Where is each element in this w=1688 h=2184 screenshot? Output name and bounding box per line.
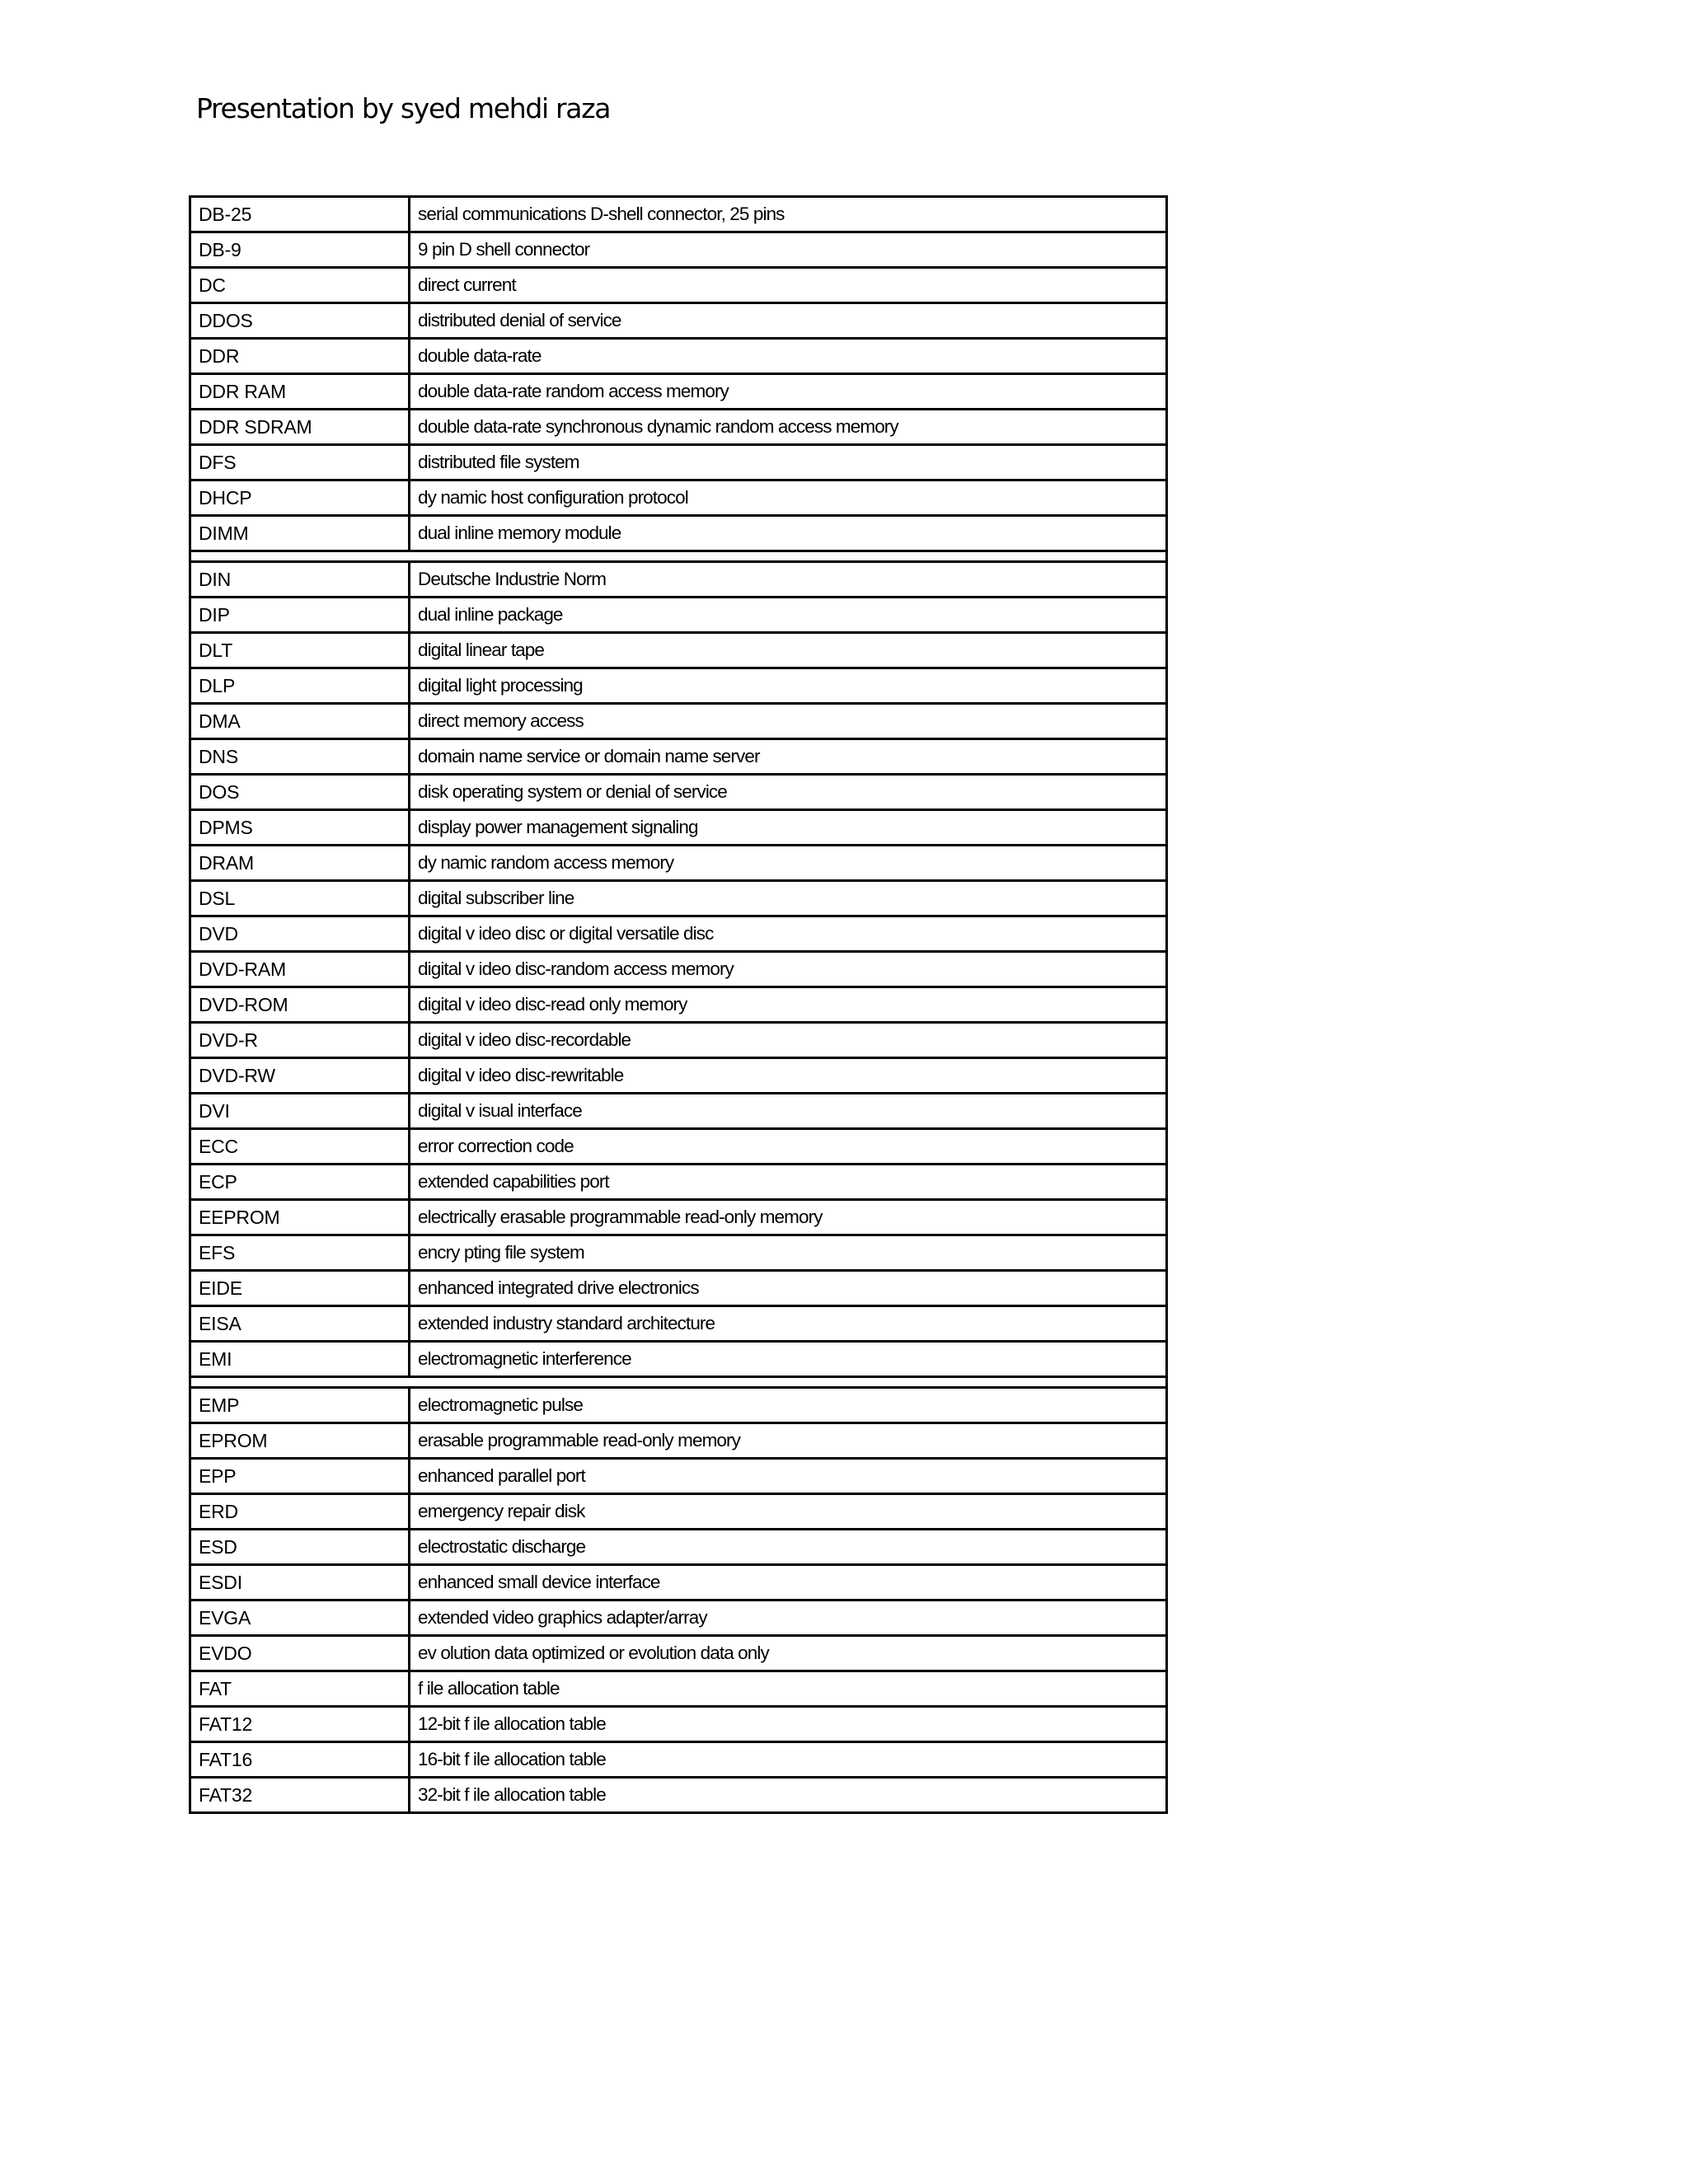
abbreviation-cell: EEPROM xyxy=(190,1200,410,1235)
definition-cell: erasable programmable read-only memory xyxy=(410,1423,1167,1459)
page-title: Presentation by syed mehdi raza xyxy=(196,92,611,124)
abbreviation-cell: DC xyxy=(190,268,410,303)
abbreviation-cell: EPP xyxy=(190,1459,410,1494)
table-row xyxy=(190,775,1167,810)
table-row xyxy=(190,1271,1167,1306)
table-row xyxy=(190,1494,1167,1530)
table-row xyxy=(190,916,1167,952)
abbreviation-cell: EMP xyxy=(190,1388,410,1423)
table-row xyxy=(190,268,1167,303)
abbreviation-cell: DLP xyxy=(190,668,410,704)
abbreviation-cell: EISA xyxy=(190,1306,410,1342)
abbreviation-cell: FAT xyxy=(190,1671,410,1707)
definition-cell: enhanced parallel port xyxy=(410,1459,1167,1494)
definition-cell: double data-rate xyxy=(410,339,1167,374)
abbreviation-cell: EPROM xyxy=(190,1423,410,1459)
table-row xyxy=(190,303,1167,339)
definition-cell: f ile allocation table xyxy=(410,1671,1167,1707)
abbreviation-cell: DNS xyxy=(190,739,410,775)
table-row xyxy=(190,562,1167,598)
table-row xyxy=(190,1565,1167,1601)
table-row xyxy=(190,668,1167,704)
table-row xyxy=(190,1423,1167,1459)
table-row xyxy=(190,846,1167,881)
group-separator-row xyxy=(190,1377,1167,1388)
abbreviation-cell: DIMM xyxy=(190,516,410,551)
table-row xyxy=(190,339,1167,374)
definition-cell: digital light processing xyxy=(410,668,1167,704)
definition-cell: disk operating system or denial of service xyxy=(410,775,1167,810)
abbreviation-cell: ERD xyxy=(190,1494,410,1530)
definition-cell: 9 pin D shell connector xyxy=(410,232,1167,268)
definition-cell: enhanced small device interface xyxy=(410,1565,1167,1601)
table-row xyxy=(190,1306,1167,1342)
abbreviation-cell: DDR xyxy=(190,339,410,374)
definition-cell: digital v ideo disc-random access memory xyxy=(410,952,1167,987)
abbreviation-cell: EVGA xyxy=(190,1601,410,1636)
abbreviation-cell: DPMS xyxy=(190,810,410,846)
definition-cell: digital linear tape xyxy=(410,633,1167,668)
table-row xyxy=(190,374,1167,410)
abbreviation-cell: FAT32 xyxy=(190,1778,410,1813)
abbreviation-cell: DVD-RW xyxy=(190,1058,410,1094)
table-row xyxy=(190,1129,1167,1165)
abbreviation-cell: ECC xyxy=(190,1129,410,1165)
definition-cell: dual inline memory module xyxy=(410,516,1167,551)
table-row xyxy=(190,232,1167,268)
definition-cell: extended video graphics adapter/array xyxy=(410,1601,1167,1636)
table-row xyxy=(190,410,1167,445)
table-row xyxy=(190,1778,1167,1813)
abbreviation-table xyxy=(189,195,1168,1814)
definition-cell: double data-rate synchronous dynamic random access memory xyxy=(410,410,1167,445)
definition-cell: encry pting file system xyxy=(410,1235,1167,1271)
abbreviation-cell: ECP xyxy=(190,1165,410,1200)
definition-cell: serial communications D-shell connector, 25 pins xyxy=(410,197,1167,232)
separator-cell xyxy=(190,1377,1167,1388)
table-row xyxy=(190,881,1167,916)
abbreviation-cell: FAT16 xyxy=(190,1742,410,1778)
definition-cell: domain name service or domain name server xyxy=(410,739,1167,775)
table-row xyxy=(190,1388,1167,1423)
definition-cell: display power management signaling xyxy=(410,810,1167,846)
table-row xyxy=(190,197,1167,232)
definition-cell: enhanced integrated drive electronics xyxy=(410,1271,1167,1306)
definition-cell: distributed file system xyxy=(410,445,1167,480)
table-row xyxy=(190,810,1167,846)
separator-cell xyxy=(190,551,1167,562)
table-row xyxy=(190,952,1167,987)
abbreviation-cell: DVI xyxy=(190,1094,410,1129)
table-row xyxy=(190,633,1167,668)
table-row xyxy=(190,1058,1167,1094)
definition-cell: digital subscriber line xyxy=(410,881,1167,916)
definition-cell: electrostatic discharge xyxy=(410,1530,1167,1565)
table-row xyxy=(190,739,1167,775)
group-separator-row xyxy=(190,551,1167,562)
definition-cell: double data-rate random access memory xyxy=(410,374,1167,410)
abbreviation-cell: DVD-R xyxy=(190,1023,410,1058)
definition-cell: electromagnetic pulse xyxy=(410,1388,1167,1423)
abbreviation-cell: DDR RAM xyxy=(190,374,410,410)
abbreviation-cell: FAT12 xyxy=(190,1707,410,1742)
table-row xyxy=(190,1742,1167,1778)
table-row xyxy=(190,1601,1167,1636)
abbreviation-cell: DOS xyxy=(190,775,410,810)
table-row xyxy=(190,1094,1167,1129)
definition-cell: 16-bit f ile allocation table xyxy=(410,1742,1167,1778)
abbreviation-cell: DFS xyxy=(190,445,410,480)
table-row xyxy=(190,1636,1167,1671)
table-row xyxy=(190,1530,1167,1565)
table-row xyxy=(190,1342,1167,1377)
definition-cell: 32-bit f ile allocation table xyxy=(410,1778,1167,1813)
definition-cell: dy namic random access memory xyxy=(410,846,1167,881)
definition-cell: 12-bit f ile allocation table xyxy=(410,1707,1167,1742)
definition-cell: emergency repair disk xyxy=(410,1494,1167,1530)
definition-cell: digital v ideo disc or digital versatile disc xyxy=(410,916,1167,952)
definition-cell: extended industry standard architecture xyxy=(410,1306,1167,1342)
definition-cell: electrically erasable programmable read-only memory xyxy=(410,1200,1167,1235)
definition-cell: distributed denial of service xyxy=(410,303,1167,339)
table-row xyxy=(190,1459,1167,1494)
abbreviation-table-container xyxy=(189,195,1168,1814)
abbreviation-cell: DMA xyxy=(190,704,410,739)
abbreviation-cell: DHCP xyxy=(190,480,410,516)
definition-cell: error correction code xyxy=(410,1129,1167,1165)
abbreviation-cell: EMI xyxy=(190,1342,410,1377)
definition-cell: dy namic host configuration protocol xyxy=(410,480,1167,516)
table-row xyxy=(190,1200,1167,1235)
abbreviation-cell: DB-9 xyxy=(190,232,410,268)
definition-cell: direct memory access xyxy=(410,704,1167,739)
table-row xyxy=(190,480,1167,516)
definition-cell: digital v ideo disc-recordable xyxy=(410,1023,1167,1058)
table-row xyxy=(190,445,1167,480)
definition-cell: ev olution data optimized or evolution data only xyxy=(410,1636,1167,1671)
abbreviation-table-body xyxy=(190,197,1167,1813)
abbreviation-cell: DIN xyxy=(190,562,410,598)
table-row xyxy=(190,987,1167,1023)
table-row xyxy=(190,1707,1167,1742)
abbreviation-cell: EIDE xyxy=(190,1271,410,1306)
table-row xyxy=(190,704,1167,739)
abbreviation-cell: DLT xyxy=(190,633,410,668)
definition-cell: extended capabilities port xyxy=(410,1165,1167,1200)
definition-cell: electromagnetic interference xyxy=(410,1342,1167,1377)
abbreviation-cell: ESDI xyxy=(190,1565,410,1601)
definition-cell: direct current xyxy=(410,268,1167,303)
table-row xyxy=(190,1671,1167,1707)
abbreviation-cell: DIP xyxy=(190,598,410,633)
definition-cell: Deutsche Industrie Norm xyxy=(410,562,1167,598)
table-row xyxy=(190,1235,1167,1271)
table-row xyxy=(190,1165,1167,1200)
definition-cell: digital v ideo disc-rewritable xyxy=(410,1058,1167,1094)
abbreviation-cell: EVDO xyxy=(190,1636,410,1671)
abbreviation-cell: DVD xyxy=(190,916,410,952)
abbreviation-cell: EFS xyxy=(190,1235,410,1271)
abbreviation-cell: DVD-ROM xyxy=(190,987,410,1023)
table-row xyxy=(190,1023,1167,1058)
definition-cell: digital v isual interface xyxy=(410,1094,1167,1129)
abbreviation-cell: DVD-RAM xyxy=(190,952,410,987)
definition-cell: dual inline package xyxy=(410,598,1167,633)
definition-cell: digital v ideo disc-read only memory xyxy=(410,987,1167,1023)
abbreviation-cell: DRAM xyxy=(190,846,410,881)
table-row xyxy=(190,516,1167,551)
table-row xyxy=(190,598,1167,633)
abbreviation-cell: DB-25 xyxy=(190,197,410,232)
abbreviation-cell: DSL xyxy=(190,881,410,916)
abbreviation-cell: DDOS xyxy=(190,303,410,339)
abbreviation-cell: DDR SDRAM xyxy=(190,410,410,445)
abbreviation-cell: ESD xyxy=(190,1530,410,1565)
